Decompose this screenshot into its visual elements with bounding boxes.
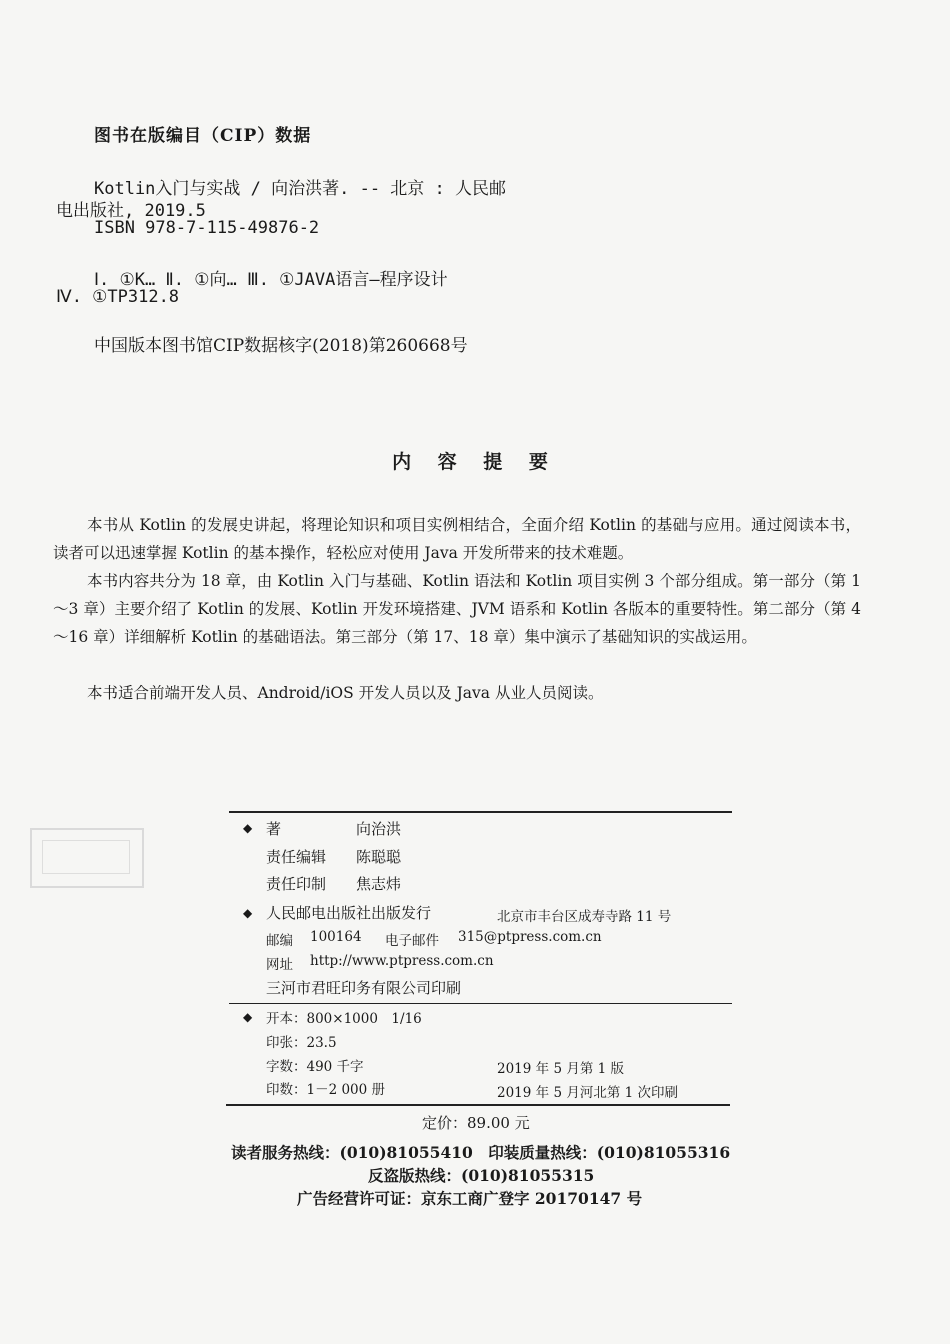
cip-isbn: ISBN 978-7-115-49876-2 (94, 218, 320, 238)
price: 定价：89.00 元 (422, 1114, 530, 1132)
publisher-address: 北京市丰台区成寿寺路 11 号 (497, 909, 672, 925)
email: 315@ptpress.com.cn (458, 929, 602, 945)
summary-paragraph-2: 本书内容共分为 18 章，由 Kotlin 入门与基础、Kotlin 语法和 Kotlin 项目实例 3 个部分组成。第一部分（第 1～3 章）主要介绍了 Kotlin 的发展、Kotlin 开发环境搭建、JVM 语系和 Kotlin 各版本的重要特性。第二部分（第 4～16 章）详细解析 Kotlin 的基础语法。第三部分（第 17、18 章）集中演示了基础知识的实战运用。 (53, 572, 861, 646)
bottom-rule (226, 1104, 730, 1106)
format: 开本：800×1000 1/16 (266, 1011, 422, 1027)
editor-name: 陈聪聪 (356, 848, 402, 866)
editor-label: 责任编辑 (266, 848, 327, 866)
website-label: 网址 (266, 957, 293, 973)
author-label: 著 (266, 820, 282, 838)
printer-name: 三河市君旺印务有限公司印刷 (266, 979, 462, 997)
cip-title: 图书在版编目（CIP）数据 (94, 126, 312, 146)
edition: 2019 年 5 月第 1 版 (497, 1061, 624, 1077)
bullet-icon: ◆ (243, 906, 253, 920)
email-label: 电子邮件 (385, 933, 439, 949)
faded-stamp (30, 828, 144, 888)
middle-rule (229, 1003, 732, 1004)
summary-title: 内 容 提 要 (392, 451, 558, 473)
ad-license: 广告经营许可证：京东工商广登字 20170147 号 (297, 1189, 643, 1208)
cip-publisher-line: 电出版社, 2019.5 (56, 201, 206, 221)
printed-sheets: 印张：23.5 (266, 1035, 337, 1051)
bullet-icon: ◆ (243, 1010, 253, 1024)
postcode: 100164 (310, 929, 362, 945)
publisher-name: 人民邮电出版社出版发行 (266, 904, 432, 922)
website-url: http://www.ptpress.com.cn (310, 953, 494, 969)
summary-paragraph-1: 本书从 Kotlin 的发展史讲起，将理论知识和项目实例相结合，全面介绍 Kotlin 的基础与应用。通过阅读本书，读者可以迅速掌握 Kotlin 的基本操作，轻松应对使用 Java 开发所带来的技术难题。 (53, 516, 861, 562)
postcode-label: 邮编 (266, 933, 293, 949)
service-hotline: 读者服务热线：(010)81055410 印装质量热线：(010)81055316 (231, 1143, 731, 1162)
cip-book-line: Kotlin入门与实战 / 向治洪著. -- 北京 : 人民邮 (94, 179, 506, 199)
print-date: 2019 年 5 月河北第 1 次印刷 (497, 1085, 678, 1101)
printing-label: 责任印制 (266, 875, 327, 893)
print-run: 印数：1－2 000 册 (266, 1082, 386, 1098)
summary-paragraph-3: 本书适合前端开发人员、Android/iOS 开发人员以及 Java 从业人员阅读。 (87, 684, 604, 702)
cip-classification-1: Ⅰ. ①K… Ⅱ. ①向… Ⅲ. ①JAVA语言—程序设计 (94, 270, 448, 290)
cip-classification-2: Ⅳ. ①TP312.8 (56, 287, 180, 307)
author-name: 向治洪 (356, 820, 402, 838)
cip-number: 中国版本图书馆CIP数据核字(2018)第260668号 (94, 336, 468, 356)
word-count: 字数：490 千字 (266, 1059, 364, 1075)
printing-person: 焦志炜 (356, 875, 402, 893)
anti-piracy-hotline: 反盗版热线：(010)81055315 (368, 1166, 595, 1185)
bullet-icon: ◆ (243, 821, 253, 835)
top-rule (229, 811, 732, 813)
